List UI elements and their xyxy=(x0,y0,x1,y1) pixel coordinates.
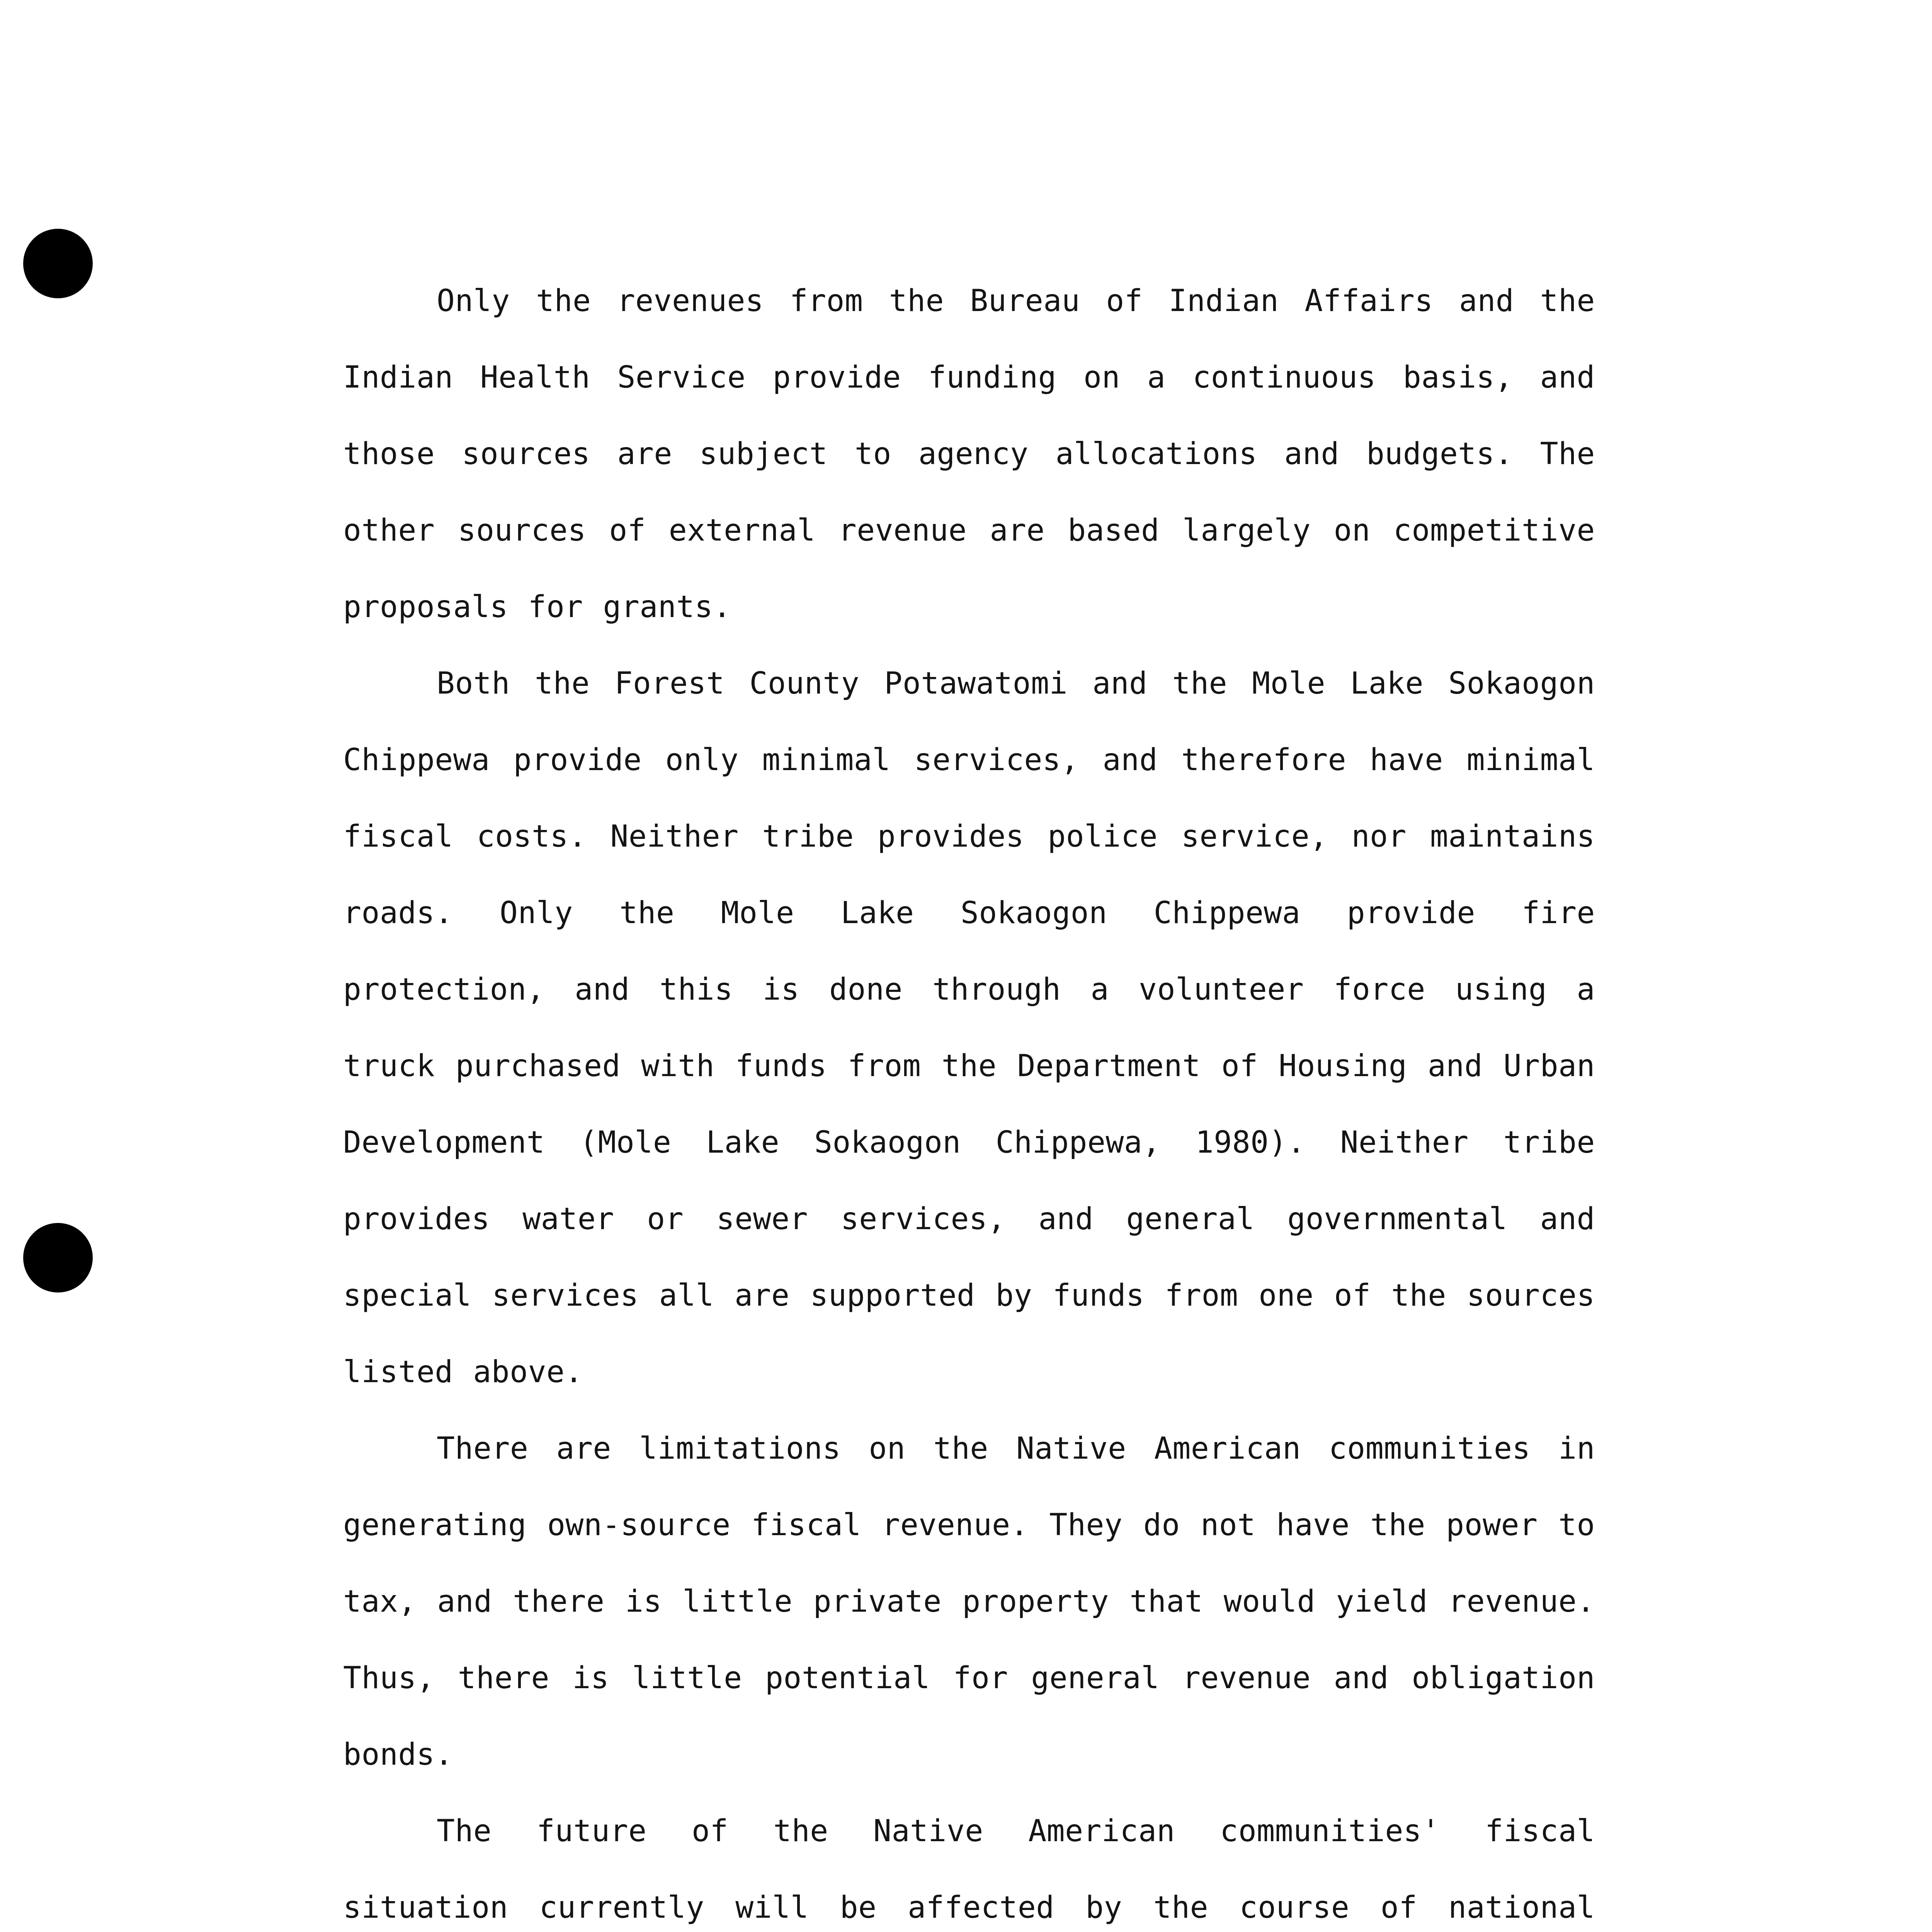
body-text xyxy=(343,263,1595,1932)
paragraph-revenue-sources: Only the revenues from the Bureau of Indian Affairs and the Indian Health Service provide funding on a continuous basis, and those sources are subject to agency allocations and budgets. The other sources of external revenue are based largely on competitive proposals for grants. xyxy=(343,284,1595,624)
binder-hole-top xyxy=(23,229,93,298)
paragraph-fiscal-future: The future of the Native American communities' fiscal situation currently will be affected by the course of national xyxy=(343,1814,1595,1925)
binder-hole-middle xyxy=(23,1223,93,1293)
paragraph-revenue-limitations: There are limitations on the Native American communities in generating own-source fiscal revenue. They do not have the power to tax, and there is little private property that would yield revenue. Thus, there is little potential for general revenue and obligation bonds. xyxy=(343,1431,1595,1772)
paragraph-minimal-services: Both the Forest County Potawatomi and the Mole Lake Sokaogon Chippewa provide only minimal services, and therefore have minimal fiscal costs. Neither tribe provides police service, nor maintains roads. Only the Mole Lake Sokaogon Chippewa provide fire protection, and this is done through a volunteer force using a truck purchased with funds from the Department of Housing and Urban Development (Mole Lake Sokaogon Chippewa, 1980). Neither tribe provides water or sewer services, and general governmental and special services all are supported by funds from one of the sources listed above. xyxy=(343,666,1595,1389)
